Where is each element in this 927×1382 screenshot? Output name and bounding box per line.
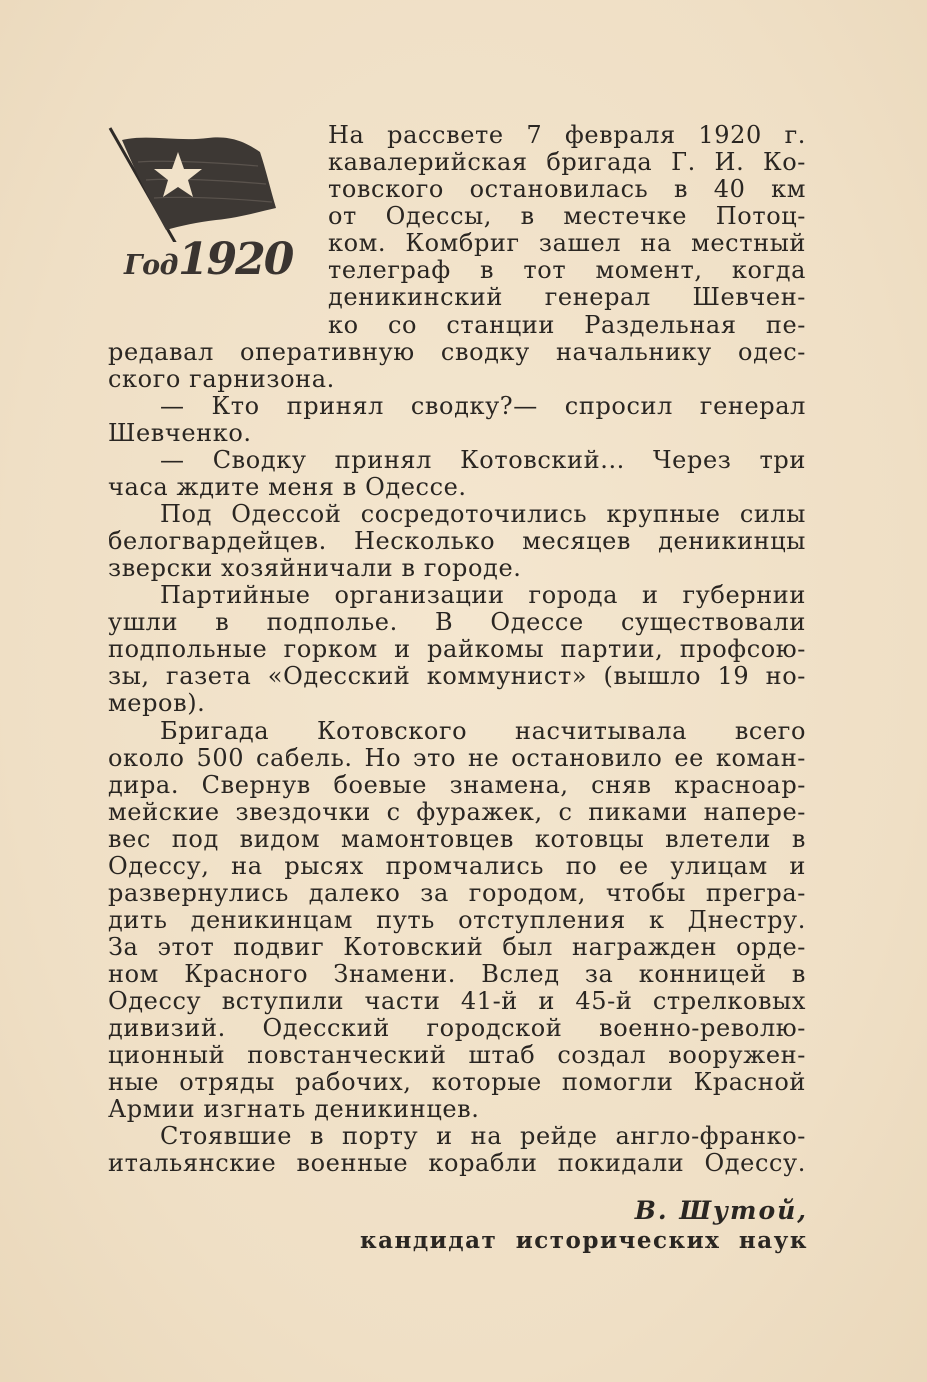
body-line: Одессу, на рысях промчались по ее улицам и <box>108 852 806 880</box>
body-line: Бригада Котовского насчитывала всего <box>160 717 806 745</box>
intro-line: На рассвете 7 февраля 1920 г. <box>328 121 806 149</box>
body-line: вес под видом мамонтовцев котовцы влетели в <box>108 825 806 853</box>
flag-emblem <box>108 122 298 302</box>
body-line: ского гарнизона. <box>108 365 335 393</box>
author-name: В. Шутой, <box>634 1196 808 1225</box>
body-line: зы, газета «Одесский коммунист» (вышло 19 но- <box>108 662 806 690</box>
body-line: белогвардейцев. Несколько месяцев деникинцы <box>108 527 806 555</box>
body-line: итальянские военные корабли покидали Одессу. <box>108 1149 806 1177</box>
intro-line: телеграф в тот момент, когда <box>328 256 806 284</box>
emblem-caption-year: 1920 <box>177 234 293 285</box>
body-line: — Сводку принял Котовский... Через три <box>160 446 806 474</box>
body-line: ные отряды рабочих, которые помогли Красной <box>108 1068 806 1096</box>
body-line: часа ждите меня в Одессе. <box>108 473 467 501</box>
intro-line: ко со станции Раздельная пе- <box>328 311 806 339</box>
body-line: дить деникинцам путь отступления к Днестру. <box>108 906 806 934</box>
body-line: дира. Свернув боевые знамена, сняв красноар- <box>108 771 806 799</box>
intro-line: ком. Комбриг зашел на местный <box>328 229 806 257</box>
body-line: развернулись далеко за городом, чтобы прегра- <box>108 879 806 907</box>
body-line: За этот подвиг Котовский был награжден орде- <box>108 933 806 961</box>
intro-line: от Одессы, в местечке Потоц- <box>328 202 806 230</box>
intro-line: кавалерийская бригада Г. И. Ко- <box>328 148 806 176</box>
intro-line: товского остановилась в 40 км <box>328 175 806 203</box>
body-line: Одессу вступили части 41-й и 45-й стрелковых <box>108 987 806 1015</box>
body-line: ционный повстанческий штаб создал вооружен- <box>108 1041 806 1069</box>
body-line: Партийные организации города и губернии <box>160 581 806 609</box>
body-line: подпольные горком и райкомы партии, профсою- <box>108 635 806 663</box>
body-line: редавал оперативную сводку начальнику одес- <box>108 338 806 366</box>
body-line: около 500 сабель. Но это не остановило ее коман- <box>108 744 806 772</box>
body-line: мейские звездочки с фуражек, с пиками напере- <box>108 798 806 826</box>
flag-with-star-icon <box>108 122 298 242</box>
body-line: Под Одессой сосредоточились крупные силы <box>160 500 806 528</box>
body-line: Стоявшие в порту и на рейде англо-франко- <box>160 1122 806 1150</box>
author-title: кандидат исторических наук <box>360 1227 808 1254</box>
body-line: Армии изгнать деникинцев. <box>108 1095 480 1123</box>
body-line: дивизий. Одесский городской военно-револю- <box>108 1014 806 1042</box>
intro-line: деникинский генерал Шевчен- <box>328 283 806 311</box>
body-line: меров). <box>108 689 206 717</box>
body-line: ушли в подполье. В Одессе существовали <box>108 608 806 636</box>
body-line: ном Красного Знамени. Вслед за конницей в <box>108 960 806 988</box>
emblem-caption <box>124 234 292 285</box>
body-line: — Кто принял сводку?— спросил генерал <box>160 392 806 420</box>
body-line: зверски хозяйничали в городе. <box>108 554 522 582</box>
body-line: Шевченко. <box>108 419 252 447</box>
emblem-caption-word: Год <box>124 250 178 281</box>
